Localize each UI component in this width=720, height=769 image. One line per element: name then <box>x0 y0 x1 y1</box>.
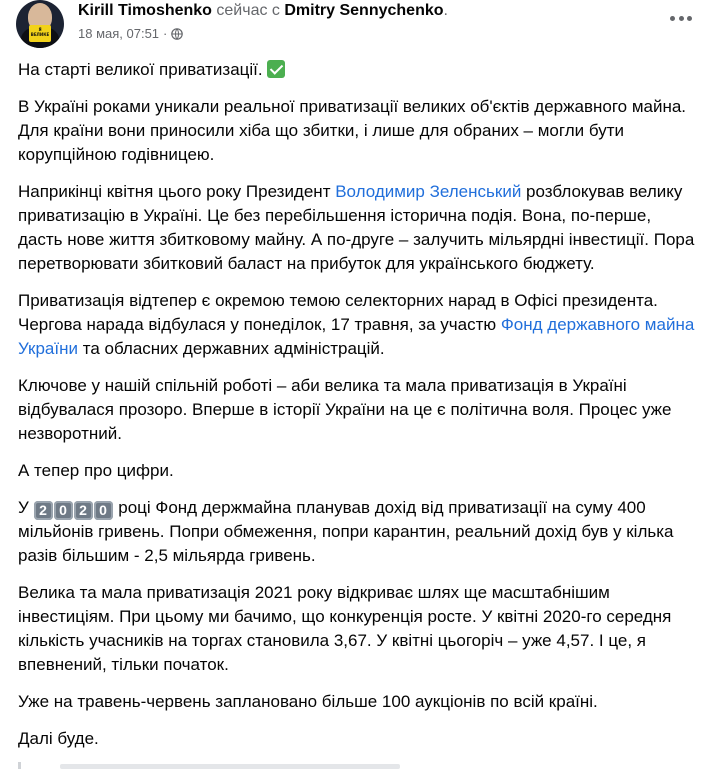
keycap-digit: 2 <box>74 501 93 520</box>
check-mark-icon <box>267 60 285 78</box>
keycap-digit: 0 <box>94 501 113 520</box>
paragraph-7 <box>18 496 698 568</box>
paragraph-text: На старті великої приватизації. <box>18 60 263 79</box>
post-header <box>16 0 706 50</box>
paragraph-4 <box>18 289 698 361</box>
paragraph-10: Далі буде. <box>18 729 99 748</box>
paragraph-text: У <box>18 498 34 517</box>
post-body <box>18 58 698 764</box>
avatar-badge: Я ВЕЛИКЕ <box>29 25 51 42</box>
post-meta <box>78 26 183 41</box>
more-dot-icon <box>670 16 675 21</box>
public-globe-icon[interactable] <box>171 28 183 40</box>
zelensky-profile-link[interactable]: Володимир Зеленський <box>335 182 522 201</box>
title-period: . <box>443 2 448 19</box>
author-name-link[interactable]: Kirill Timoshenko <box>78 2 212 19</box>
post-title-line <box>78 2 448 20</box>
state-property-fund-link[interactable]: Фонд державного майна України <box>18 315 695 358</box>
keycap-digit: 2 <box>34 501 53 520</box>
paragraph-text: Приватизація відтепер є окремою темою селекторних нарад в Офісі президента. Чергова нарада відбулася у понеділок, 17 травня, за участю <box>18 291 658 334</box>
shared-content-preview[interactable] <box>60 764 400 769</box>
paragraph-text: та обласних державних адміністрацій. <box>78 339 385 358</box>
keycap-digit: 0 <box>54 501 73 520</box>
paragraph-6: А тепер про цифри. <box>18 461 174 480</box>
author-avatar[interactable] <box>16 0 64 48</box>
paragraph-text: році Фонд держмайна планував дохід від приватизації на суму 400 мільйонів гривень. Попри обмеження, попри карантин, реальний дохід був у кілька разів більшим - 2,5 мільярда гривень. <box>18 498 674 565</box>
tagged-person-link[interactable]: Dmitry Sennychenko <box>284 2 444 19</box>
paragraph-1 <box>18 58 698 82</box>
more-dot-icon <box>679 16 684 21</box>
paragraph-9: Уже на травень-червень заплановано більше 100 аукціонів по всій країні. <box>18 692 598 711</box>
paragraph-text: Наприкінці квітня цього року Президент <box>18 182 336 201</box>
post-timestamp-link[interactable]: 18 мая, 07:51 <box>78 26 160 41</box>
paragraph-2: В Україні роками уникали реальної приватизації великих об'єктів державного майна. Для країни вони приносили хіба що збитки, і лише для обраних – могли бути корупційною годівницею. <box>18 97 687 164</box>
more-options-button[interactable] <box>670 14 692 22</box>
paragraph-3 <box>18 180 698 276</box>
paragraph-5: Ключове у нашій спільній роботі – аби велика та мала приватизація в Україні відбувалася прозоро. Вперше в історії України на це є політична воля. Процес уже незворотний. <box>18 376 672 443</box>
paragraph-text: розблокував велику приватизацію в Україні. Це без перебільшення історична подія. Вона, по-перше, дасть нове життя збитковому майну. А по-друге – залучить мільярдні інвестиції. Пора перетворювати збитковий баласт на прибуток для українського бюджету. <box>18 182 695 273</box>
with-text: сейчас с <box>211 2 285 19</box>
shared-content-divider <box>18 762 21 769</box>
meta-separator: · <box>163 26 168 41</box>
more-dot-icon <box>687 16 692 21</box>
paragraph-8: Велика та мала приватизація 2021 року відкриває шлях ще масштабнішим інвестиціям. При цьому ми бачимо, що конкуренція росте. У квітні 2020-го середня кількість учасників на торгах становила 3,67. У квітні цьогоріч – уже 4,57. І це, я впевнений, тільки початок. <box>18 583 672 674</box>
